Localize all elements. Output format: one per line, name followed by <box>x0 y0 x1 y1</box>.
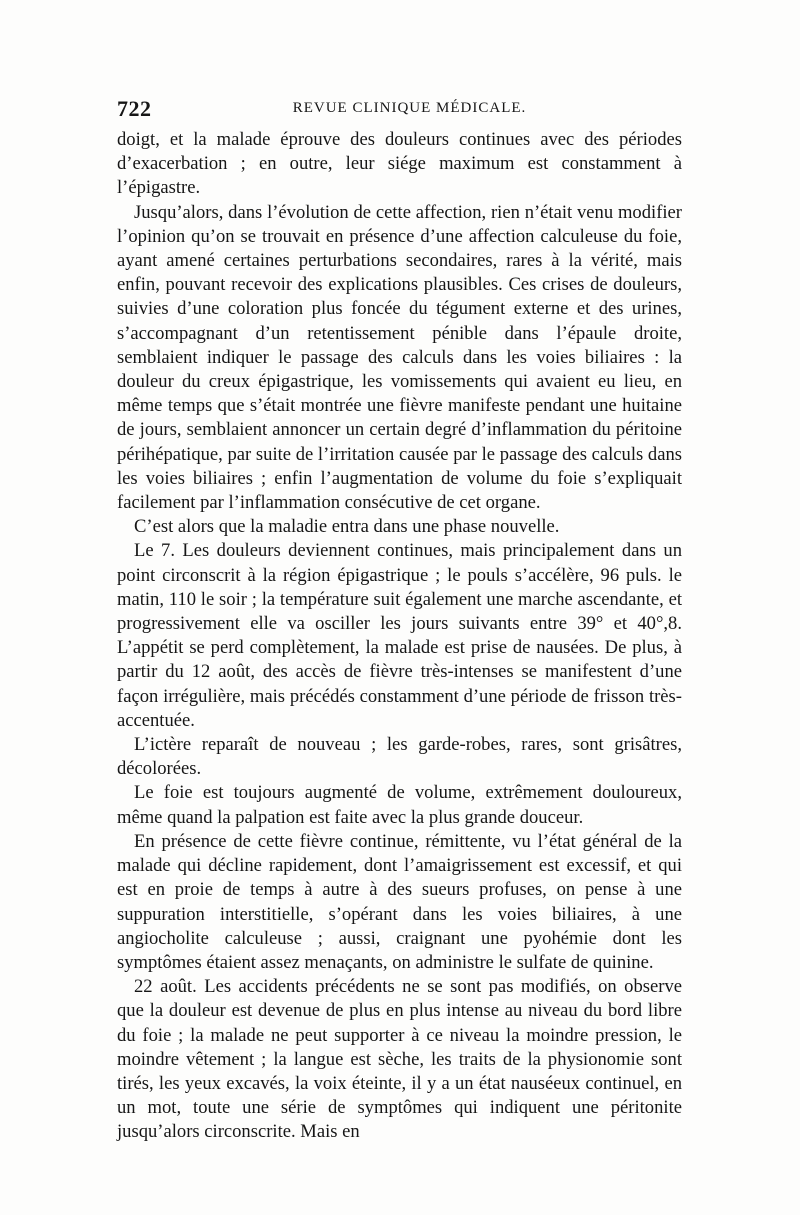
paragraph-liver: Le foie est toujours augmenté de volume, extrêmement douloureux, même quand la palpation est faite avec la plus grande douceur. <box>117 782 682 828</box>
body-text <box>117 128 682 1145</box>
page-number: 722 <box>117 96 152 121</box>
paragraph-continuation: doigt, et la malade éprouve des douleurs continues avec des périodes d’exacerbation ; en outre, leur siége maximum est constamment à l’épigastre. <box>117 129 682 199</box>
paragraph-evolution: Jusqu’alors, dans l’évolution de cette affection, rien n’était venu modifier l’opinion qu’on se trouvait en présence d’une affection calculeuse du foie, ayant amené certaines perturbations secondaires, rares à la vérité, mais enfin, pouvant recevoir des explications plausibles. Ces crises de douleurs, suivies d’une coloration plus foncée du tégument externe et des urines, s’accompagnant d’un retentissement pénible dans l’épaule droite, semblaient indiquer le passage des calculs dans les voies biliaires : la douleur du creux épigastrique, les vomissements qui avaient eu lieu, en même temps que s’était montrée une fièvre manifeste pendant une huitaine de jours, semblaient annoncer un certain degré d’inflammation du péritoine périhépatique, par suite de l’irritation causée par le passage des calculs dans les voies biliaires ; enfin l’augmentation de volume du foie s’expliquait facilement par l’inflammation consécutive de cet organe. <box>117 201 682 514</box>
paragraph-diagnosis: En présence de cette fièvre continue, rémittente, vu l’état général de la malade qui décline rapidement, dont l’amaigrissement est excessif, et qui est en proie de temps à autre à des sueurs profuses, on pense à une suppuration interstitielle, s’opérant dans les voies biliaires, à une angiocholite calculeuse ; aussi, craignant une pyohémie dont les symptômes étaient assez menaçants, on administre le sulfate de quinine. <box>117 830 682 973</box>
paragraph-august-22: 22 août. Les accidents précédents ne se sont pas modifiés, on observe que la douleur est devenue de plus en plus intense au niveau du bord libre du foie ; la malade ne peut supporter à ce niveau la moindre pression, le moindre vêtement ; la langue est sèche, les traits de la physionomie sont tirés, les yeux excavés, la voix éteinte, il y a un état nauséeux continuel, en un mot, toute une série de symptômes qui indiquent une péritonite jusqu’alors circonscrite. Mais en <box>117 976 682 1143</box>
page-header <box>117 96 682 128</box>
running-title: REVUE CLINIQUE MÉDICALE. <box>292 100 527 116</box>
paragraph-icterus: L’ictère reparaît de nouveau ; les garde-robes, rares, sont grisâtres, décolorées. <box>117 734 682 780</box>
paragraph-new-phase: C’est alors que la maladie entra dans une phase nouvelle. <box>134 516 560 538</box>
paragraph-day-7: Le 7. Les douleurs deviennent continues, mais principalement dans un point circonscrit à la région épigastrique ; le pouls s’accélère, 96 puls. le matin, 110 le soir ; la température suit également une marche ascendante, et progressivement elle va osciller les jours suivants entre 39° et 40°,8. L’appétit se perd complètement, la malade est prise de nausées. De plus, à partir du 12 août, des accès de fièvre très-intenses se manifestent d’une façon irrégulière, mais précédés constamment d’une période de frisson très-accentuée. <box>117 540 682 731</box>
